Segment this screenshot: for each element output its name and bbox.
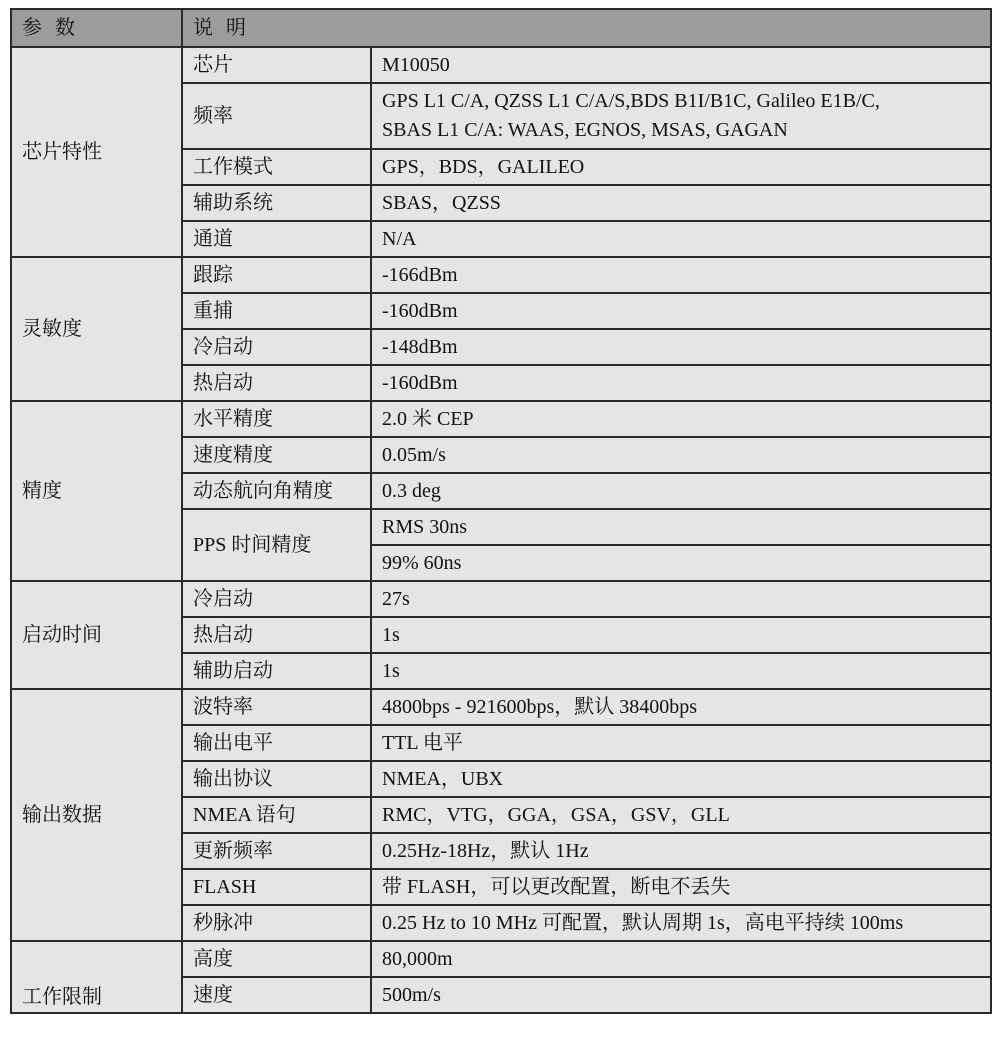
row-value: 4800bps - 921600bps，默认 38400bps	[371, 689, 991, 725]
row-label: 工作模式	[182, 149, 371, 185]
row-value: 1s	[371, 617, 991, 653]
row-value: 1s	[371, 653, 991, 689]
row-value: RMS 30ns	[371, 509, 991, 545]
row-label: 通道	[182, 221, 371, 257]
value-line: GPS L1 C/A, QZSS L1 C/A/S,BDS B1I/B1C, Galileo E1B/C,	[382, 90, 880, 112]
row-label: 波特率	[182, 689, 371, 725]
row-label: 输出电平	[182, 725, 371, 761]
row-value: RMC，VTG，GGA，GSA，GSV，GLL	[371, 797, 991, 833]
row-value: 99% 60ns	[371, 545, 991, 581]
row-value: 2.0 米 CEP	[371, 401, 991, 437]
row-label: 重捕	[182, 293, 371, 329]
row-value	[371, 83, 991, 149]
row-value: -160dBm	[371, 365, 991, 401]
table-row	[11, 581, 991, 617]
row-label: 跟踪	[182, 257, 371, 293]
group-accuracy: 精度	[11, 401, 182, 581]
group-sensitivity: 灵敏度	[11, 257, 182, 401]
row-value: N/A	[371, 221, 991, 257]
row-value: 0.25Hz-18Hz，默认 1Hz	[371, 833, 991, 869]
row-label: 水平精度	[182, 401, 371, 437]
row-label: 热启动	[182, 365, 371, 401]
row-label: 冷启动	[182, 329, 371, 365]
row-value: 0.05m/s	[371, 437, 991, 473]
row-label: 秒脉冲	[182, 905, 371, 941]
row-label: NMEA 语句	[182, 797, 371, 833]
table-row	[11, 689, 991, 725]
row-value: -148dBm	[371, 329, 991, 365]
row-label: FLASH	[182, 869, 371, 905]
row-label: 输出协议	[182, 761, 371, 797]
row-value: 0.3 deg	[371, 473, 991, 509]
table-row	[11, 941, 991, 977]
group-limits: 工作限制	[11, 941, 182, 1013]
value-line: SBAS L1 C/A: WAAS, EGNOS, MSAS, GAGAN	[382, 119, 788, 141]
row-value: 27s	[371, 581, 991, 617]
row-value: SBAS，QZSS	[371, 185, 991, 221]
row-label: 速度	[182, 977, 371, 1013]
row-value: 80,000m	[371, 941, 991, 977]
spec-table	[10, 8, 992, 1014]
group-ttff: 启动时间	[11, 581, 182, 689]
row-label: 辅助系统	[182, 185, 371, 221]
row-label: 辅助启动	[182, 653, 371, 689]
row-label: 高度	[182, 941, 371, 977]
row-label: 动态航向角精度	[182, 473, 371, 509]
row-value: TTL 电平	[371, 725, 991, 761]
table-row	[11, 401, 991, 437]
row-label: 热启动	[182, 617, 371, 653]
row-label: 频率	[182, 83, 371, 149]
header-param: 参 数	[11, 9, 182, 47]
row-label: 冷启动	[182, 581, 371, 617]
row-value: NMEA，UBX	[371, 761, 991, 797]
row-value: GPS，BDS，GALILEO	[371, 149, 991, 185]
row-value: 0.25 Hz to 10 MHz 可配置，默认周期 1s，高电平持续 100ms	[371, 905, 991, 941]
row-value: -166dBm	[371, 257, 991, 293]
row-label: 速度精度	[182, 437, 371, 473]
row-value: -160dBm	[371, 293, 991, 329]
row-label: PPS 时间精度	[182, 509, 371, 581]
table-row	[11, 257, 991, 293]
group-chip: 芯片特性	[11, 47, 182, 257]
group-output: 输出数据	[11, 689, 182, 941]
row-label: 更新频率	[182, 833, 371, 869]
row-value: M10050	[371, 47, 991, 83]
row-label: 芯片	[182, 47, 371, 83]
header-row	[11, 9, 991, 47]
row-value: 500m/s	[371, 977, 991, 1013]
header-desc: 说 明	[182, 9, 991, 47]
row-value: 带 FLASH，可以更改配置，断电不丢失	[371, 869, 991, 905]
table-row	[11, 47, 991, 83]
